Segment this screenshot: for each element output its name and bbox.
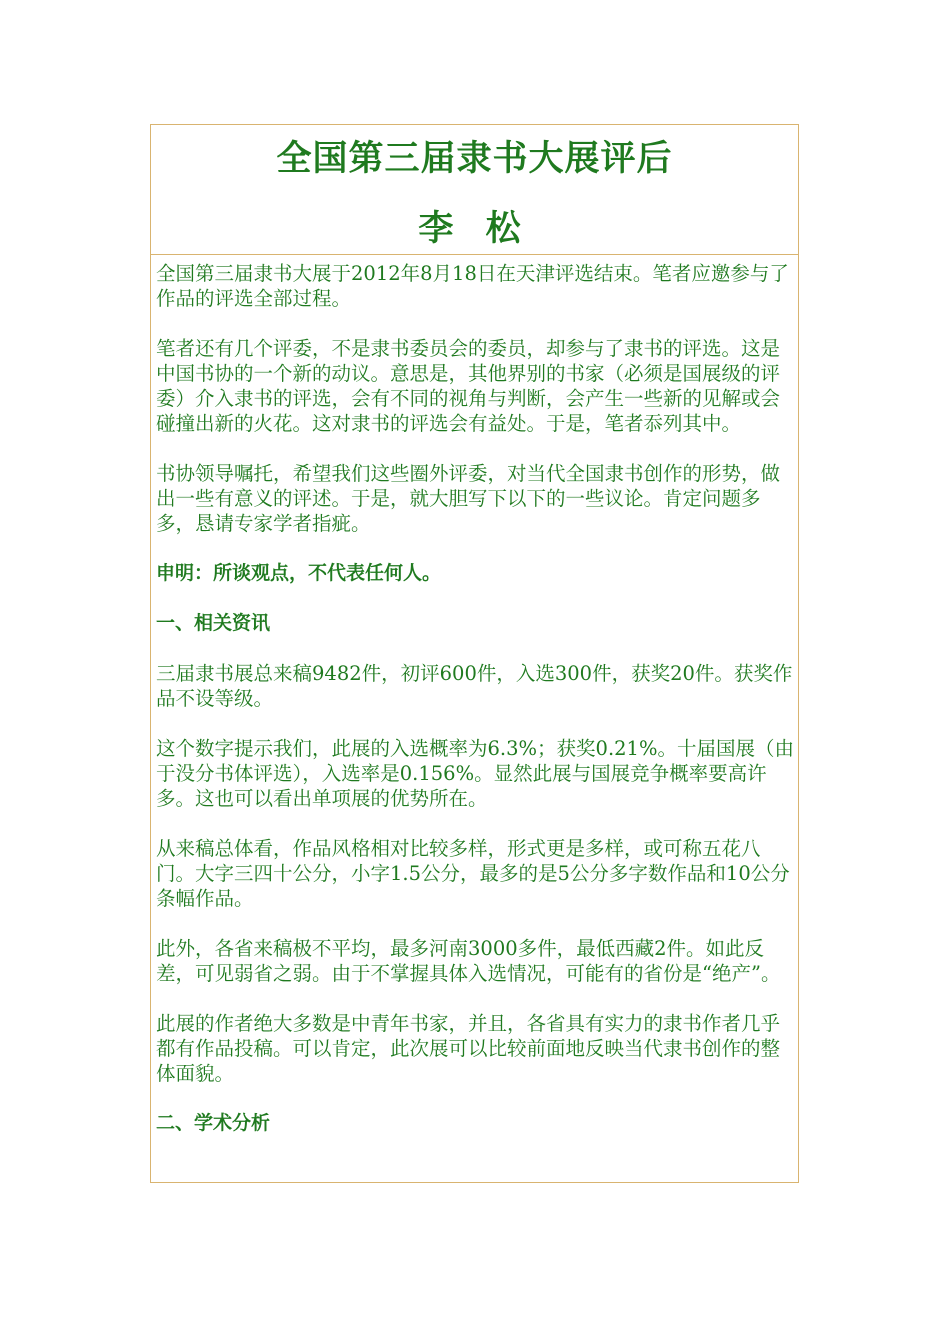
disclaimer: 申明：所谈观点，不代表任何人。: [156, 562, 442, 584]
paragraph-2: 笔者还有几个评委，不是隶书委员会的委员，却参与了隶书的评选。这是中国书协的一个新的动议。意思是，其他界别的书家（必须是国展级的评委）介入隶书的评选，会有不同的视角与判断，会产生一些新的见解或会碰撞出新的火花。这对隶书的评选会有益处。于是，笔者忝列其中。: [156, 337, 781, 435]
article-frame: [150, 124, 799, 1183]
article-body: [151, 255, 798, 1136]
section-heading-2: 二、学术分析: [156, 1112, 271, 1134]
paragraph-5: 这个数字提示我们，此展的入选概率为6.3%；获奖0.21%。十届国展（由于没分书体评选），入选率是0.156%。显然此展与国展竞争概率要高许多。这也可以看出单项展的优势所在。: [156, 737, 794, 810]
section-heading-1: 一、相关资讯: [156, 612, 271, 634]
paragraph-1: 全国第三届隶书大展于2012年8月18日在天津评选结束。笔者应邀参与了作品的评选全部过程。: [156, 262, 789, 310]
paragraph-3: 书协领导嘱托，希望我们这些圈外评委，对当代全国隶书创作的形势，做出一些有意义的评述。于是，就大胆写下以下的一些议论。肯定问题多多，恳请专家学者指疵。: [156, 462, 781, 535]
paragraph-7: 此外，各省来稿极不平均，最多河南3000多件，最低西藏2件。如此反差，可见弱省之弱。由于不掌握具体入选情况，可能有的省份是“绝产”。: [156, 937, 781, 985]
paragraph-8: 此展的作者绝大多数是中青年书家，并且，各省具有实力的隶书作者几乎都有作品投稿。可以肯定，此次展可以比较前面地反映当代隶书创作的整体面貌。: [156, 1012, 781, 1085]
article-title: 全国第三届隶书大展评后: [276, 139, 673, 179]
paragraph-4: 三届隶书展总来稿9482件，初评600件，入选300件，获奖20件。获奖作品不设等级。: [156, 662, 793, 710]
article-header: [151, 125, 798, 255]
article-author: 李 松: [418, 209, 531, 249]
paragraph-6: 从来稿总体看，作品风格相对比较多样，形式更是多样，或可称五花八门。大字三四十公分，小字1.5公分，最多的是5公分多字数作品和10公分条幅作品。: [156, 837, 790, 910]
